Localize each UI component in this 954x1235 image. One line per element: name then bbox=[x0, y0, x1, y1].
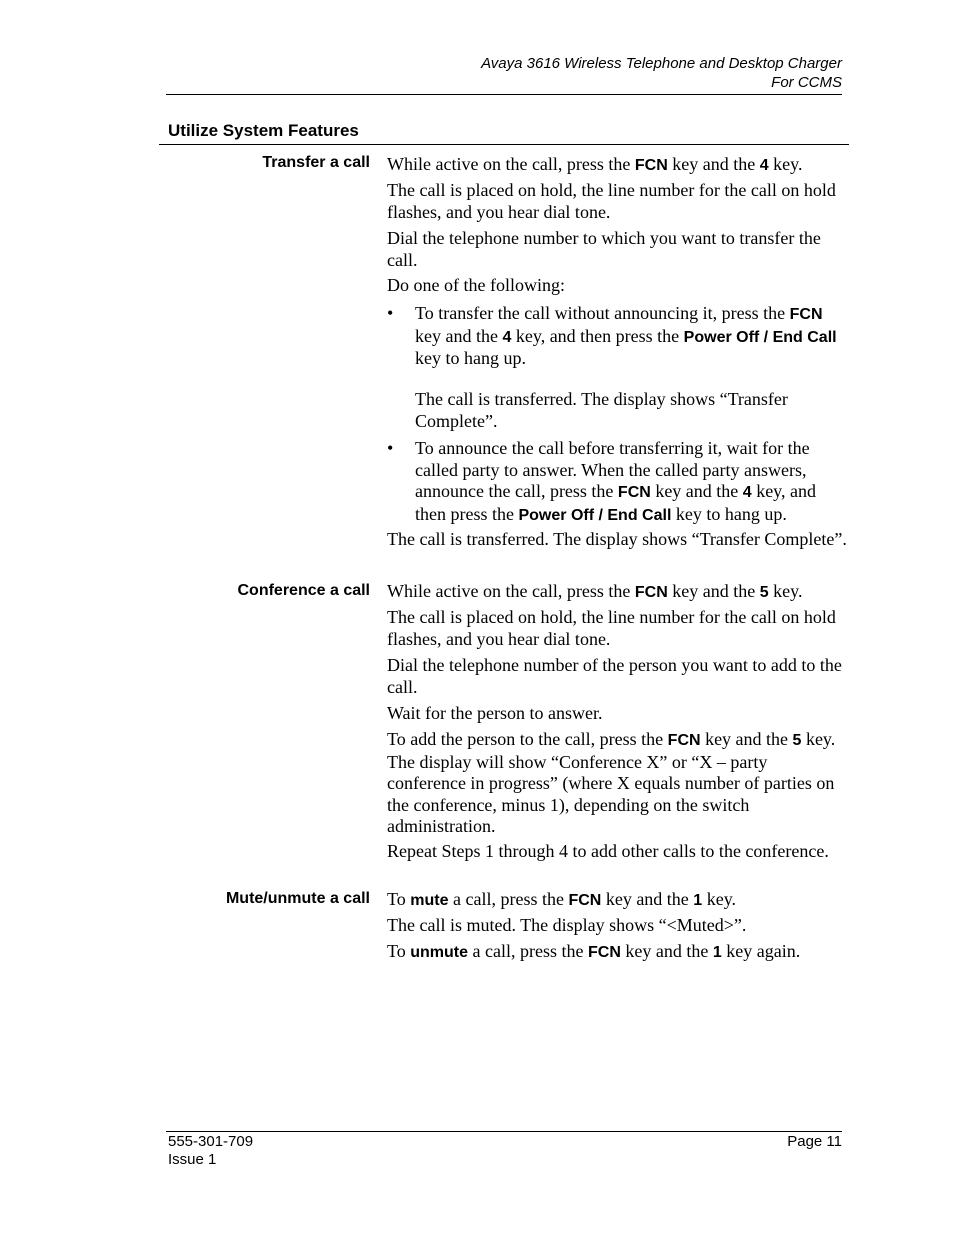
text-run: key and the bbox=[700, 729, 793, 749]
section-divider bbox=[159, 144, 849, 145]
fcn-key-ref: FCN bbox=[634, 157, 668, 174]
fcn-key-ref: FCN bbox=[667, 732, 701, 749]
text-run: key again. bbox=[721, 941, 801, 961]
transfer-label: Transfer a call bbox=[262, 154, 370, 171]
transfer-option-1 bbox=[415, 303, 845, 370]
header-divider bbox=[166, 94, 842, 95]
transfer-step-4: Do one of the following: bbox=[387, 275, 565, 295]
text-run: To bbox=[387, 889, 411, 909]
transfer-step-3: Dial the telephone number to which you want to transfer the call. bbox=[387, 228, 821, 270]
digit-key-ref: 5 bbox=[759, 584, 769, 601]
mute-step-3 bbox=[387, 941, 847, 964]
text-run: key and the bbox=[620, 941, 713, 961]
conference-step-5 bbox=[387, 729, 847, 838]
text-run: key, and then press the bbox=[511, 325, 684, 346]
text-run: To announce the call before transferring it, wait for the called party to answer. When the called party answers, announce the call, press the bbox=[415, 438, 810, 501]
running-header bbox=[166, 54, 842, 92]
mute-step-1 bbox=[387, 889, 847, 912]
text-run: key. bbox=[768, 154, 803, 174]
text-run: key. bbox=[702, 889, 737, 909]
doc-number: 555-301-709 bbox=[168, 1133, 254, 1150]
digit-key-ref: 1 bbox=[712, 944, 722, 961]
conference-step-1 bbox=[387, 581, 847, 604]
fcn-key-ref: FCN bbox=[789, 306, 823, 323]
bullet-marker: • bbox=[387, 438, 394, 458]
text-run: To transfer the call without announcing it, press the bbox=[415, 303, 790, 323]
section-heading: Utilize System Features bbox=[168, 121, 359, 140]
page-number: Page 11 bbox=[787, 1133, 842, 1150]
fcn-key-ref: FCN bbox=[617, 484, 651, 501]
transfer-option-1-result: The call is transferred. The display shows “Transfer Complete”. bbox=[415, 389, 788, 431]
text-run: key and the bbox=[667, 154, 760, 174]
text-run: key, and then press the bbox=[415, 481, 816, 524]
conference-step-2: The call is placed on hold, the line number for the call on hold flashes, and you hear dial tone. bbox=[387, 607, 836, 649]
text-run: key. bbox=[768, 581, 803, 601]
mute-step-2: The call is muted. The display shows “<Muted>”. bbox=[387, 915, 747, 935]
text-run: To add the person to the call, press the bbox=[387, 729, 668, 749]
text-run: a call, press the bbox=[448, 889, 569, 909]
issue-number: Issue 1 bbox=[168, 1151, 217, 1168]
mute-label: Mute/unmute a call bbox=[225, 890, 370, 907]
text-run: While active on the call, press the bbox=[387, 581, 635, 601]
conference-step-4: Wait for the person to answer. bbox=[387, 703, 603, 723]
transfer-result: The call is transferred. The display shows “Transfer Complete”. bbox=[387, 529, 847, 549]
fcn-key-ref: FCN bbox=[568, 892, 602, 909]
header-subtitle: For CCMS bbox=[771, 74, 842, 91]
power-key-ref: Power Off / End Call bbox=[683, 328, 837, 346]
conference-label: Conference a call bbox=[237, 582, 370, 599]
text-run: To bbox=[387, 941, 411, 961]
unmute-term: unmute bbox=[410, 944, 469, 961]
transfer-step-1 bbox=[387, 154, 847, 177]
text-run: a call, press the bbox=[468, 941, 588, 961]
mute-term: mute bbox=[410, 892, 449, 909]
footer-doc-info bbox=[168, 1133, 253, 1169]
footer-divider bbox=[166, 1131, 842, 1132]
text-run: key and the bbox=[667, 581, 760, 601]
text-run: key to hang up. bbox=[671, 503, 787, 524]
conference-step-6: Repeat Steps 1 through 4 to add other calls to the conference. bbox=[387, 841, 829, 861]
transfer-option-2 bbox=[415, 438, 845, 526]
fcn-key-ref: FCN bbox=[587, 944, 621, 961]
text-run: key and the bbox=[601, 889, 694, 909]
digit-key-ref: 1 bbox=[693, 892, 703, 909]
bullet-marker: • bbox=[387, 303, 394, 323]
text-run: key. The display will show “Conference X” or “X – party conference in progress” (where X equals number of parties on the conference, minus 1), depending on the switch administration. bbox=[387, 729, 836, 836]
transfer-step-2: The call is placed on hold, the line number for the call on hold flashes, and you hear dial tone. bbox=[387, 180, 836, 222]
power-key-ref: Power Off / End Call bbox=[518, 506, 672, 524]
conference-step-3: Dial the telephone number of the person you want to add to the call. bbox=[387, 655, 842, 697]
text-run: While active on the call, press the bbox=[387, 154, 635, 174]
digit-key-ref: 4 bbox=[759, 157, 769, 174]
text-run: key and the bbox=[415, 325, 503, 346]
fcn-key-ref: FCN bbox=[634, 584, 668, 601]
digit-key-ref: 4 bbox=[502, 328, 512, 346]
text-run: key to hang up. bbox=[415, 348, 526, 368]
header-title: Avaya 3616 Wireless Telephone and Desktop Charger bbox=[481, 55, 842, 72]
digit-key-ref: 5 bbox=[792, 732, 802, 749]
digit-key-ref: 4 bbox=[742, 484, 752, 501]
text-run: key and the bbox=[650, 481, 743, 501]
